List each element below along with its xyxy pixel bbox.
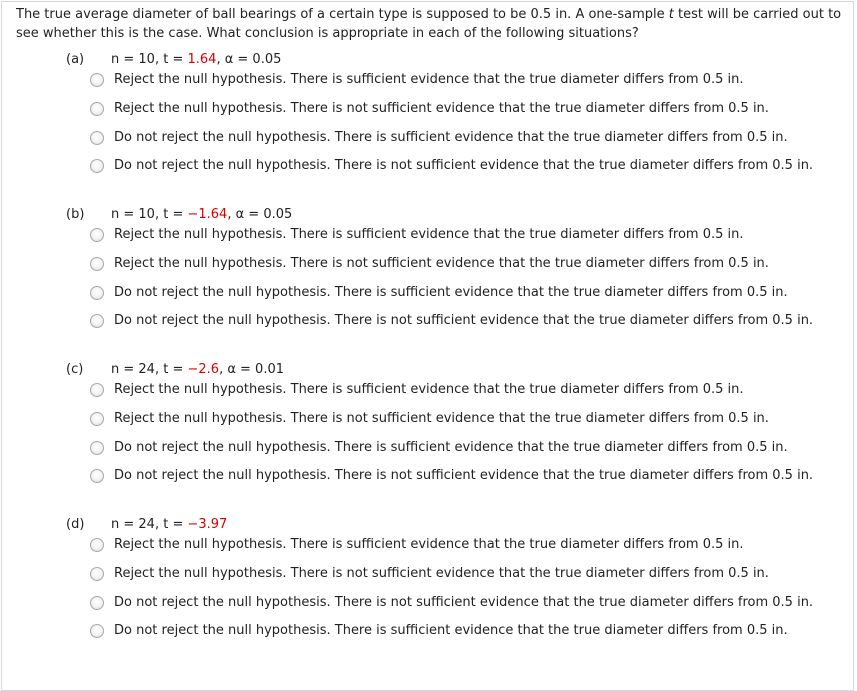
part-b-header: [66, 207, 846, 227]
radio-button[interactable]: [90, 228, 104, 242]
question-intro-after: test will be carried out to see whether this is the case. What conclusion is appropriate in each of the following situations?: [16, 7, 842, 41]
radio-button[interactable]: [90, 441, 104, 455]
option-label: Do not reject the null hypothesis. There is not sufficient evidence that the true diameter differs from 0.5 in.: [114, 158, 814, 173]
radio-button[interactable]: [90, 469, 104, 483]
option-label: Reject the null hypothesis. There is not sufficient evidence that the true diameter differs from 0.5 in.: [114, 101, 769, 116]
part-a: [66, 52, 846, 173]
part-c-n: n = 24,: [111, 362, 160, 377]
part-b-t-value: −1.64: [187, 207, 228, 222]
option-label: Do not reject the null hypothesis. There is sufficient evidence that the true diameter differs from 0.5 in.: [114, 285, 788, 300]
part-b-params: [111, 207, 292, 222]
part-c-alpha: , α = 0.01: [219, 362, 284, 377]
radio-button[interactable]: [90, 131, 104, 145]
part-a-t-value: 1.64: [187, 52, 217, 67]
part-b-n: n = 10,: [111, 207, 160, 222]
option-label: Reject the null hypothesis. There is not sufficient evidence that the true diameter differs from 0.5 in.: [114, 411, 769, 426]
question-text: [16, 5, 846, 43]
part-a-header: [66, 52, 846, 72]
part-d-params: [111, 517, 227, 532]
part-a-params: [111, 52, 281, 67]
radio-button[interactable]: [90, 596, 104, 610]
option-label: Do not reject the null hypothesis. There is sufficient evidence that the true diameter differs from 0.5 in.: [114, 623, 788, 638]
radio-button[interactable]: [90, 314, 104, 328]
option-label: Do not reject the null hypothesis. There is not sufficient evidence that the true diameter differs from 0.5 in.: [114, 595, 814, 610]
option-label: Reject the null hypothesis. There is not sufficient evidence that the true diameter differs from 0.5 in.: [114, 256, 769, 271]
radio-button[interactable]: [90, 624, 104, 638]
option-label: Do not reject the null hypothesis. There is not sufficient evidence that the true diameter differs from 0.5 in.: [114, 468, 814, 483]
radio-button[interactable]: [90, 567, 104, 581]
part-b: [66, 207, 846, 328]
part-a-label: (a): [66, 52, 85, 67]
part-b-t-label: t =: [163, 207, 188, 222]
radio-button[interactable]: [90, 102, 104, 116]
part-c: [66, 362, 846, 483]
part-b-label: (b): [66, 207, 85, 222]
part-d-header: [66, 517, 846, 537]
radio-button[interactable]: [90, 257, 104, 271]
radio-button[interactable]: [90, 73, 104, 87]
part-c-header: [66, 362, 846, 382]
option-label: Reject the null hypothesis. There is sufficient evidence that the true diameter differs from 0.5 in.: [114, 227, 744, 242]
part-d: [66, 517, 846, 638]
question-intro-t: t: [668, 7, 674, 22]
radio-button[interactable]: [90, 383, 104, 397]
part-a-alpha: , α = 0.05: [216, 52, 282, 67]
radio-button[interactable]: [90, 159, 104, 173]
option-label: Reject the null hypothesis. There is sufficient evidence that the true diameter differs from 0.5 in.: [114, 537, 744, 552]
part-d-t-label: t =: [163, 517, 188, 532]
part-d-label: (d): [66, 517, 85, 532]
radio-button[interactable]: [90, 412, 104, 426]
option-label: Do not reject the null hypothesis. There is sufficient evidence that the true diameter differs from 0.5 in.: [114, 130, 788, 145]
option-label: Do not reject the null hypothesis. There is sufficient evidence that the true diameter differs from 0.5 in.: [114, 440, 788, 455]
part-c-t-label: t =: [163, 362, 188, 377]
part-d-n: n = 24,: [111, 517, 160, 532]
part-c-t-value: −2.6: [187, 362, 220, 377]
option-label: Do not reject the null hypothesis. There is not sufficient evidence that the true diameter differs from 0.5 in.: [114, 313, 814, 328]
part-d-t-value: −3.97: [187, 517, 228, 532]
option-label: Reject the null hypothesis. There is sufficient evidence that the true diameter differs from 0.5 in.: [114, 382, 744, 397]
part-c-label: (c): [66, 362, 84, 377]
radio-button[interactable]: [90, 538, 104, 552]
radio-button[interactable]: [90, 286, 104, 300]
part-c-params: [111, 362, 284, 377]
option-label: Reject the null hypothesis. There is sufficient evidence that the true diameter differs from 0.5 in.: [114, 72, 744, 87]
question-intro-before: The true average diameter of ball bearings of a certain type is supposed to be 0.5 in. A one-sample: [16, 7, 669, 22]
part-a-t-label: t =: [163, 52, 188, 67]
option-label: Reject the null hypothesis. There is not sufficient evidence that the true diameter differs from 0.5 in.: [114, 566, 769, 581]
part-a-n: n = 10,: [111, 52, 160, 67]
part-b-alpha: , α = 0.05: [227, 207, 293, 222]
